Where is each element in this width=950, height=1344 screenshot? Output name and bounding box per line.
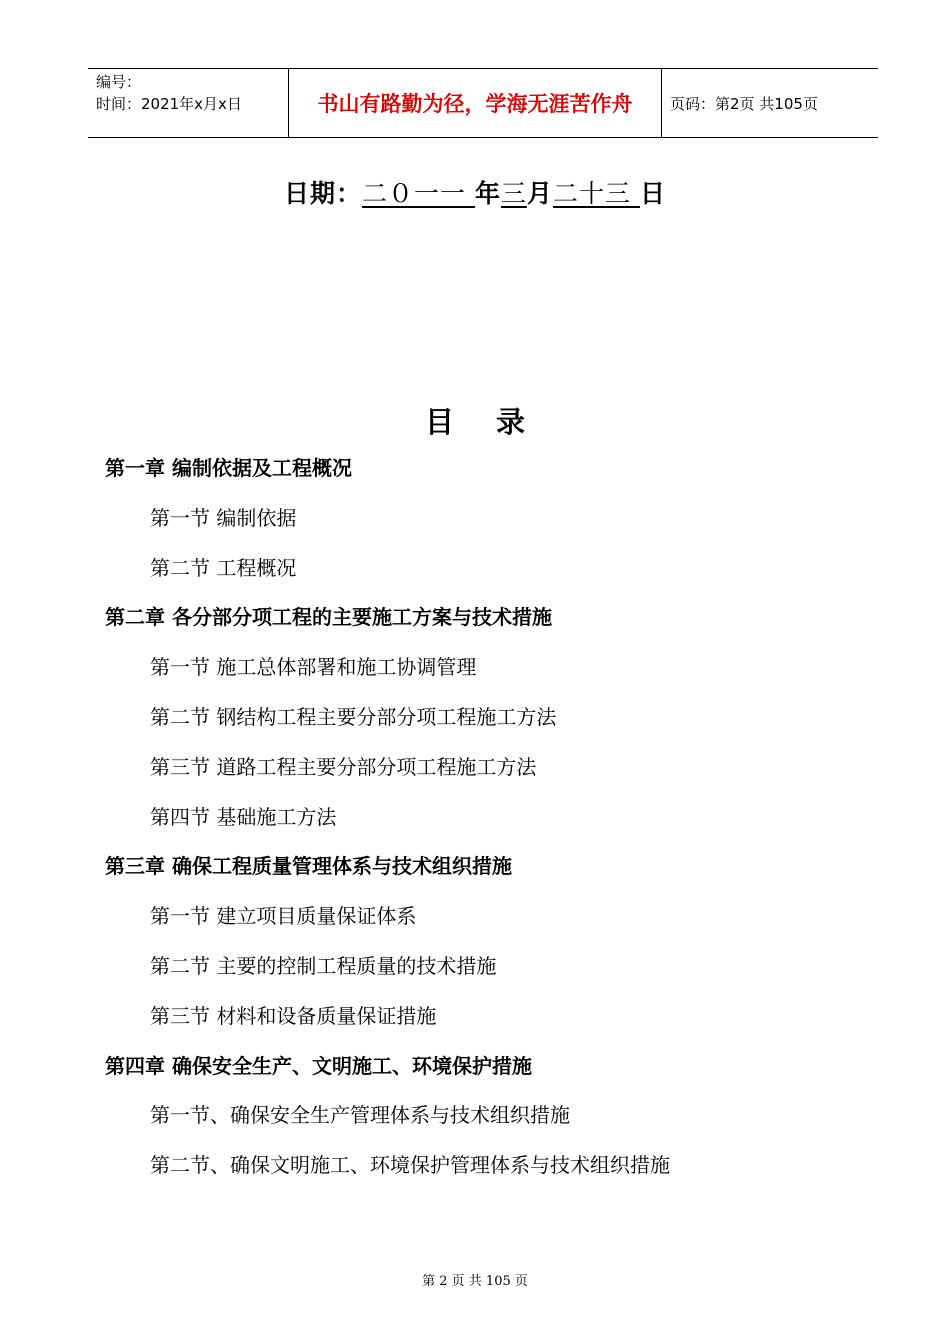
toc-section-3: 第二节 工程概况 (150, 555, 297, 580)
toc-section-15: 第二节、确保文明施工、环境保护管理体系与技术组织措施 (150, 1153, 670, 1178)
toc-section-10: 第一节 建立项目质量保证体系 (150, 904, 417, 929)
toc-chapter-9: 第三章 确保工程质量管理体系与技术组织措施 (105, 854, 512, 879)
toc-chapter-4: 第二章 各分部分项工程的主要施工方案与技术措施 (105, 605, 552, 630)
toc-section-12: 第三节 材料和设备质量保证措施 (150, 1003, 437, 1028)
toc-title-char-1: 目 (424, 405, 454, 439)
date-prefix: 日期： (284, 179, 363, 208)
header-meta-cell (88, 69, 289, 137)
toc-section-6: 第二节 钢结构工程主要分部分项工程施工方法 (150, 705, 557, 729)
header-page-info: 页码：第2页 共105页 (670, 94, 818, 113)
date-day: 二十三 (553, 179, 640, 208)
document-date (0, 174, 950, 210)
date-month: 三 (500, 179, 527, 208)
date-month-suffix: 月 (527, 179, 554, 208)
toc-section-14: 第一节、确保安全生产管理体系与技术组织措施 (150, 1103, 570, 1128)
date-day-suffix: 日 (639, 179, 666, 208)
header-slogan: 书山有路勤为径，学海无涯苦作舟 (289, 69, 662, 137)
page-footer: 第 2 页 共 105 页 (422, 1274, 528, 1289)
toc-section-7: 第三节 道路工程主要分部分项工程施工方法 (150, 754, 537, 779)
toc-chapter-1: 第一章 编制依据及工程概况 (105, 456, 352, 480)
toc-title-char-2: 录 (496, 405, 526, 439)
header-table (88, 68, 878, 138)
toc-section-5: 第一节 施工总体部署和施工协调管理 (150, 655, 477, 680)
toc-section-2: 第一节 编制依据 (150, 505, 297, 530)
toc-chapter-13: 第四章 确保安全生产、文明施工、环境保护措施 (105, 1053, 532, 1078)
header-number-label: 编号： (96, 73, 142, 91)
toc-title (0, 400, 950, 441)
toc-section-8: 第四节 基础施工方法 (150, 804, 337, 829)
header-time-label: 时间：2021年x月x日 (96, 95, 242, 113)
toc-section-11: 第二节 主要的控制工程质量的技术措施 (150, 954, 497, 978)
date-year-suffix: 年 (474, 179, 501, 208)
date-year: 二０一一 (362, 179, 475, 208)
